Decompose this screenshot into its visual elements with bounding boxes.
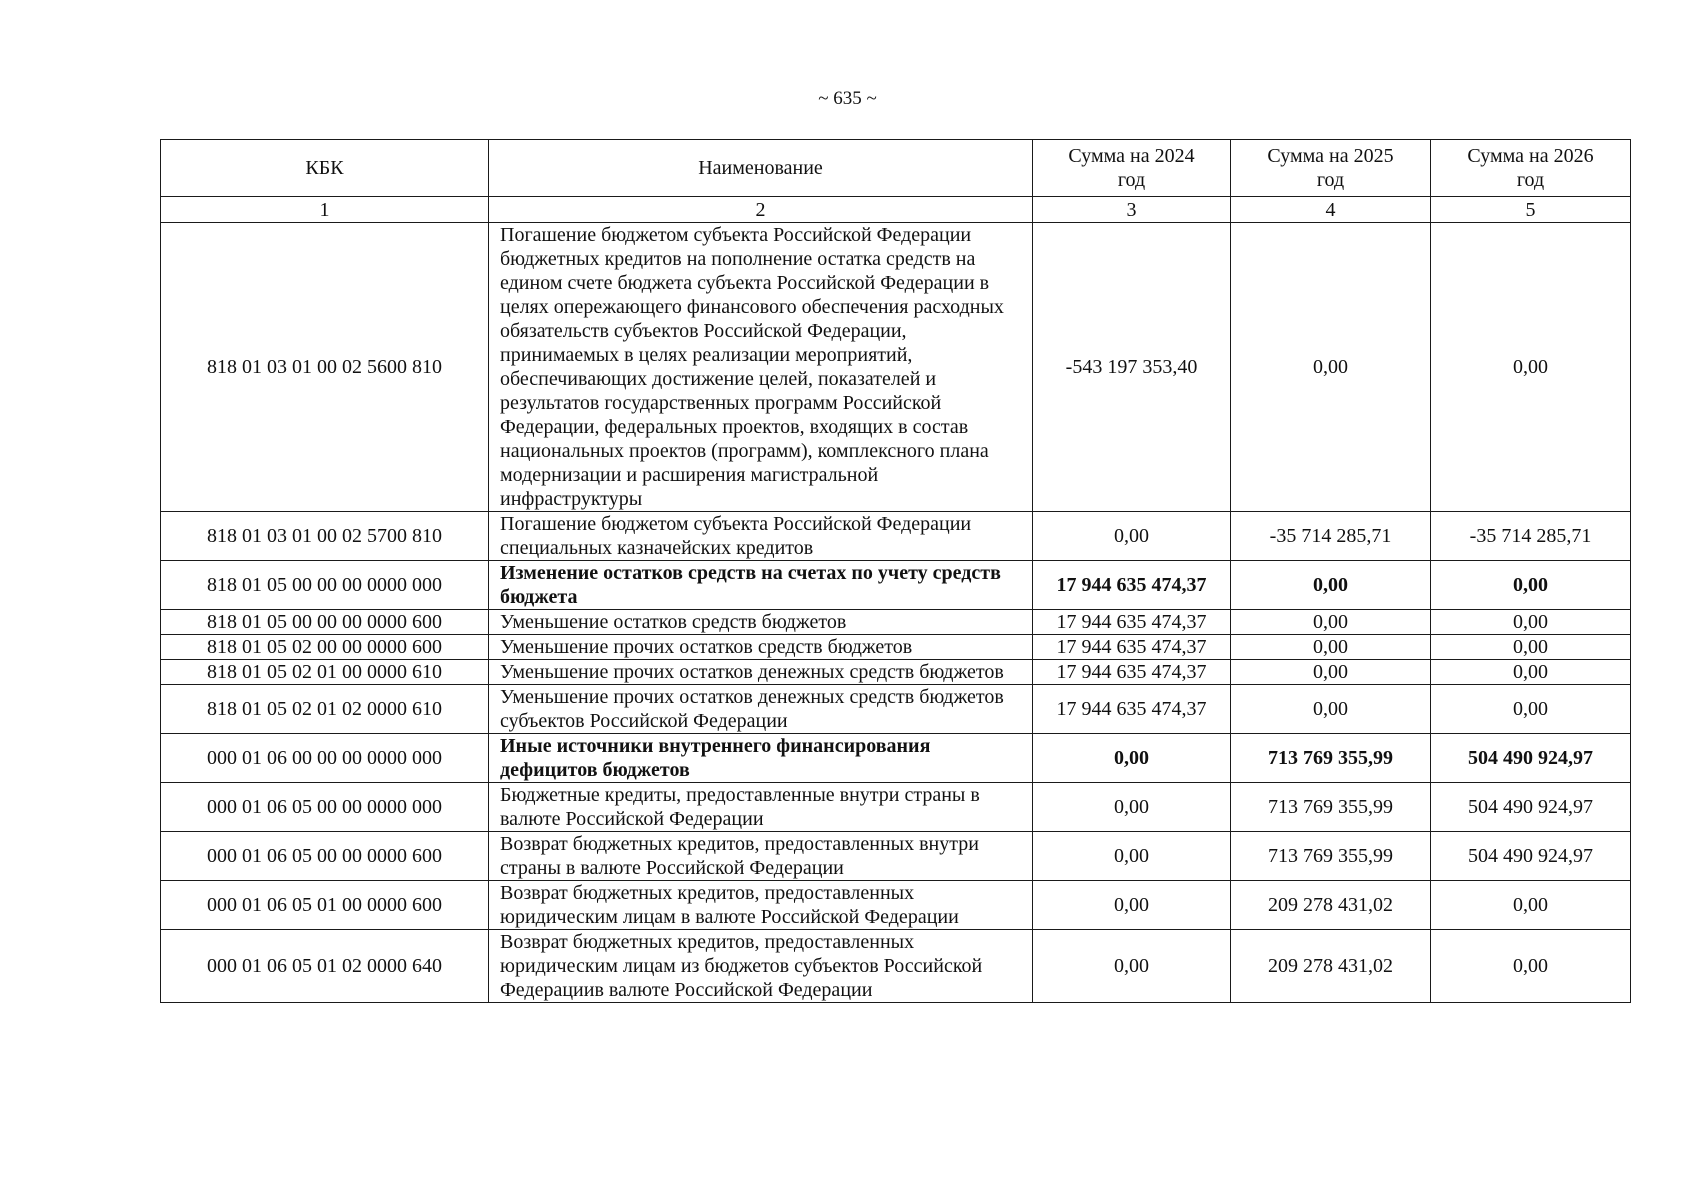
table-row: [161, 512, 1631, 561]
row-name: Уменьшение прочих остатков денежных средств бюджетов: [489, 660, 1033, 685]
budget-sources-table: [160, 139, 1631, 1003]
amount-2024: 0,00: [1033, 783, 1231, 832]
column-number: 5: [1431, 197, 1631, 223]
header-sum-2025: Сумма на 2025 год: [1231, 140, 1431, 197]
kbk-code: 000 01 06 05 01 00 0000 600: [161, 881, 489, 930]
amount-2026: 0,00: [1431, 685, 1631, 734]
amount-2024: 0,00: [1033, 734, 1231, 783]
kbk-code: 000 01 06 00 00 00 0000 000: [161, 734, 489, 783]
table-row: [161, 610, 1631, 635]
amount-2026: 504 490 924,97: [1431, 734, 1631, 783]
amount-2024: 17 944 635 474,37: [1033, 635, 1231, 660]
amount-2025: 209 278 431,02: [1231, 881, 1431, 930]
amount-2025: 0,00: [1231, 610, 1431, 635]
table-row-subtotal: [161, 561, 1631, 610]
header-name: Наименование: [489, 140, 1033, 197]
header-sum-2024: Сумма на 2024 год: [1033, 140, 1231, 197]
table-row: [161, 660, 1631, 685]
amount-2026: 504 490 924,97: [1431, 783, 1631, 832]
table-row: [161, 223, 1631, 512]
header-kbk: КБК: [161, 140, 489, 197]
kbk-code: 818 01 05 00 00 00 0000 600: [161, 610, 489, 635]
amount-2026: 0,00: [1431, 930, 1631, 1003]
table-row: [161, 685, 1631, 734]
table-row: [161, 832, 1631, 881]
amount-2024: 0,00: [1033, 512, 1231, 561]
kbk-code: 818 01 03 01 00 02 5700 810: [161, 512, 489, 561]
row-name: Иные источники внутреннего финансирования дефицитов бюджетов: [489, 734, 1033, 783]
amount-2025: 0,00: [1231, 635, 1431, 660]
column-number: 3: [1033, 197, 1231, 223]
row-name: Изменение остатков средств на счетах по учету средств бюджета: [489, 561, 1033, 610]
amount-2025: 713 769 355,99: [1231, 734, 1431, 783]
amount-2025: 209 278 431,02: [1231, 930, 1431, 1003]
row-name: Возврат бюджетных кредитов, предоставленных юридическим лицам в валюте Российской Федерации: [489, 881, 1033, 930]
kbk-code: 000 01 06 05 00 00 0000 600: [161, 832, 489, 881]
row-name: Погашение бюджетом субъекта Российской Федерации бюджетных кредитов на пополнение остатка средств на едином счете бюджета субъекта Российской Федерации в целях опережающего финансового обеспечения расходных обязательств субъектов Российской Федерации, принимаемых в целях реализации мероприятий, обеспечивающих достижение целей, показателей и результатов государственных программ Российской Федерации, федеральных проектов, входящих в состав национальных проектов (программ), комплексного плана модернизации и расширения магистральной инфраструктуры: [489, 223, 1033, 512]
row-name: Уменьшение прочих остатков денежных средств бюджетов субъектов Российской Федерации: [489, 685, 1033, 734]
table-row: [161, 881, 1631, 930]
kbk-code: 818 01 05 00 00 00 0000 000: [161, 561, 489, 610]
row-name: Возврат бюджетных кредитов, предоставленных юридическим лицам из бюджетов субъектов Российской Федерациив валюте Российской Федерации: [489, 930, 1033, 1003]
amount-2025: -35 714 285,71: [1231, 512, 1431, 561]
page-number: ~ 635 ~: [818, 88, 877, 109]
amount-2024: 0,00: [1033, 832, 1231, 881]
column-number: 4: [1231, 197, 1431, 223]
header-sum-2026: Сумма на 2026 год: [1431, 140, 1631, 197]
amount-2025: 0,00: [1231, 561, 1431, 610]
amount-2026: 0,00: [1431, 635, 1631, 660]
row-name: Возврат бюджетных кредитов, предоставленных внутри страны в валюте Российской Федерации: [489, 832, 1033, 881]
column-number-row: [161, 197, 1631, 223]
amount-2024: 17 944 635 474,37: [1033, 561, 1231, 610]
kbk-code: 818 01 05 02 01 00 0000 610: [161, 660, 489, 685]
amount-2026: 0,00: [1431, 561, 1631, 610]
amount-2025: 0,00: [1231, 660, 1431, 685]
column-number: 2: [489, 197, 1033, 223]
amount-2025: 713 769 355,99: [1231, 832, 1431, 881]
amount-2025: 0,00: [1231, 685, 1431, 734]
amount-2025: 0,00: [1231, 223, 1431, 512]
column-number: 1: [161, 197, 489, 223]
kbk-code: 000 01 06 05 01 02 0000 640: [161, 930, 489, 1003]
amount-2026: -35 714 285,71: [1431, 512, 1631, 561]
row-name: Уменьшение прочих остатков средств бюджетов: [489, 635, 1033, 660]
row-name: Погашение бюджетом субъекта Российской Федерации специальных казначейских кредитов: [489, 512, 1033, 561]
amount-2026: 0,00: [1431, 881, 1631, 930]
kbk-code: 000 01 06 05 00 00 0000 000: [161, 783, 489, 832]
table-row: [161, 783, 1631, 832]
amount-2026: 504 490 924,97: [1431, 832, 1631, 881]
amount-2024: 0,00: [1033, 881, 1231, 930]
amount-2026: 0,00: [1431, 610, 1631, 635]
table-row: [161, 930, 1631, 1003]
amount-2024: 17 944 635 474,37: [1033, 610, 1231, 635]
amount-2025: 713 769 355,99: [1231, 783, 1431, 832]
kbk-code: 818 01 03 01 00 02 5600 810: [161, 223, 489, 512]
amount-2024: 17 944 635 474,37: [1033, 660, 1231, 685]
table-row-subtotal: [161, 734, 1631, 783]
amount-2024: -543 197 353,40: [1033, 223, 1231, 512]
row-name: Уменьшение остатков средств бюджетов: [489, 610, 1033, 635]
amount-2024: 0,00: [1033, 930, 1231, 1003]
row-name: Бюджетные кредиты, предоставленные внутри страны в валюте Российской Федерации: [489, 783, 1033, 832]
amount-2026: 0,00: [1431, 660, 1631, 685]
kbk-code: 818 01 05 02 00 00 0000 600: [161, 635, 489, 660]
amount-2026: 0,00: [1431, 223, 1631, 512]
kbk-code: 818 01 05 02 01 02 0000 610: [161, 685, 489, 734]
table-row: [161, 635, 1631, 660]
amount-2024: 17 944 635 474,37: [1033, 685, 1231, 734]
table-header-row: [161, 140, 1631, 197]
